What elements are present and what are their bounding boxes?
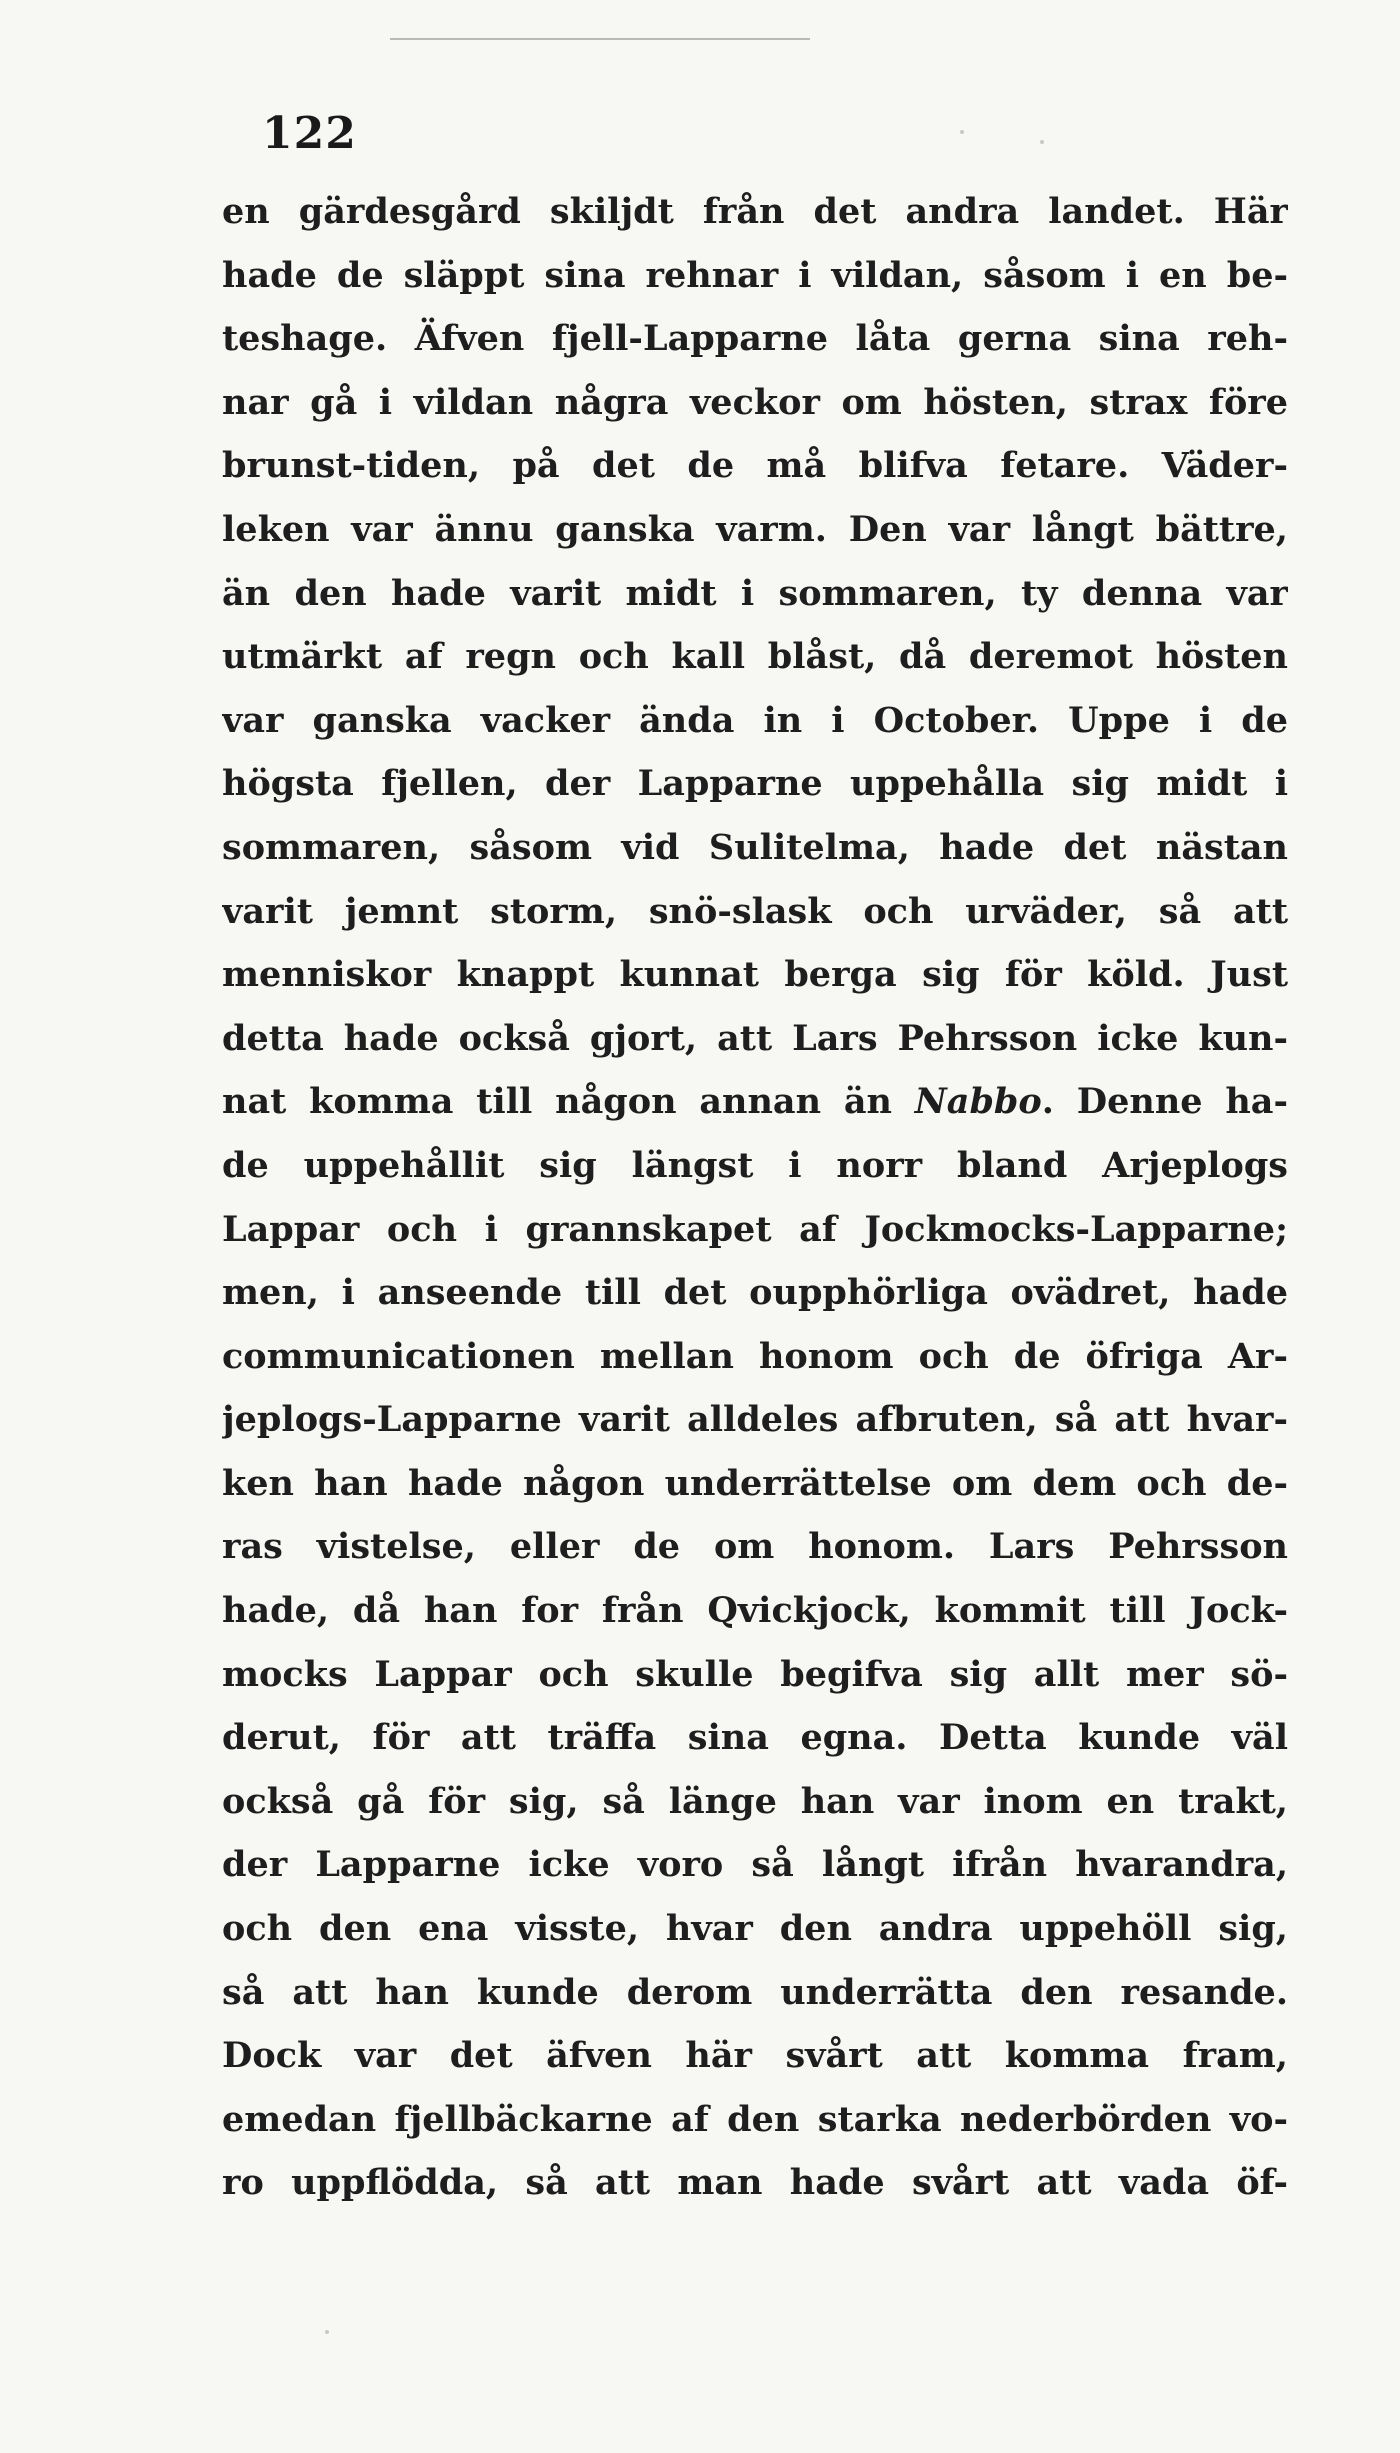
paper-speck bbox=[1040, 140, 1044, 144]
text-line: Lappar och i grannskapet af Jockmocks-Lapparne; bbox=[222, 1208, 1288, 1250]
text-line: också gå för sig, så länge han var inom en trakt, bbox=[222, 1780, 1288, 1822]
text-line: nar gå i vildan några veckor om hösten, strax före bbox=[222, 381, 1288, 423]
body-text bbox=[222, 180, 1288, 2215]
text-line: emedan fjellbäckarne af den starka nederbörden vo- bbox=[222, 2098, 1288, 2140]
text-line: ras vistelse, eller de om honom. Lars Pehrsson bbox=[222, 1526, 1288, 1568]
italic-name: Nabbo bbox=[914, 1081, 1042, 1123]
text-line: och den ena visste, hvar den andra uppehöll sig, bbox=[222, 1908, 1288, 1950]
text-line: de uppehållit sig längst i norr bland Arjeplogs bbox=[222, 1144, 1288, 1186]
text-line: derut, för att träffa sina egna. Detta kunde väl bbox=[222, 1717, 1288, 1759]
text-line: högsta fjellen, der Lapparne uppehålla sig midt i bbox=[222, 763, 1288, 805]
text-line: ro uppflödda, så att man hade svårt att vada öf- bbox=[222, 2162, 1288, 2204]
text-line: ken han hade någon underrättelse om dem och de- bbox=[222, 1462, 1288, 1504]
text-line: nat komma till någon annan än Nabbo. Denne ha- bbox=[222, 1081, 1288, 1123]
text-line: hade de släppt sina rehnar i vildan, såsom i en be- bbox=[222, 254, 1288, 296]
text-line: teshage. Äfven fjell-Lapparne låta gerna sina reh- bbox=[222, 318, 1288, 360]
text-line: men, i anseende till det oupphörliga ovädret, hade bbox=[222, 1272, 1288, 1314]
text-line: så att han kunde derom underrätta den resande. bbox=[222, 1971, 1288, 2013]
text-line: en gärdesgård skiljdt från det andra landet. Här bbox=[222, 191, 1288, 232]
text-line: der Lapparne icke voro så långt ifrån hvarandra, bbox=[222, 1844, 1288, 1886]
text-line: leken var ännu ganska varm. Den var långt bättre, bbox=[222, 508, 1288, 550]
paper-speck bbox=[325, 2330, 329, 2334]
text-line: utmärkt af regn och kall blåst, då deremot hösten bbox=[222, 636, 1288, 678]
text-line: Dock var det äfven här svårt att komma fram, bbox=[222, 2035, 1288, 2077]
text-line: menniskor knappt kunnat berga sig för köld. Just bbox=[222, 954, 1288, 996]
text-line: mocks Lappar och skulle begifva sig allt mer sö- bbox=[222, 1653, 1288, 1695]
text-line: brunst-tiden, på det de må blifva fetare. Väder- bbox=[222, 445, 1288, 487]
page-number: 122 bbox=[262, 108, 357, 159]
text-line: sommaren, såsom vid Sulitelma, hade det nästan bbox=[222, 826, 1288, 868]
text-line: varit jemnt storm, snö-slask och urväder, så att bbox=[222, 890, 1288, 932]
text-line: jeplogs-Lapparne varit alldeles afbruten, så att hvar- bbox=[222, 1399, 1288, 1441]
text-line: var ganska vacker ända in i October. Uppe i de bbox=[222, 699, 1288, 741]
text-line: än den hade varit midt i sommaren, ty denna var bbox=[222, 572, 1288, 614]
top-rule bbox=[390, 38, 810, 40]
text-line: detta hade också gjort, att Lars Pehrsson icke kun- bbox=[222, 1017, 1288, 1059]
text-line: communicationen mellan honom och de öfriga Ar- bbox=[222, 1335, 1288, 1377]
text-line: hade, då han for från Qvickjock, kommit till Jock- bbox=[222, 1590, 1288, 1632]
paper-speck bbox=[960, 130, 964, 134]
